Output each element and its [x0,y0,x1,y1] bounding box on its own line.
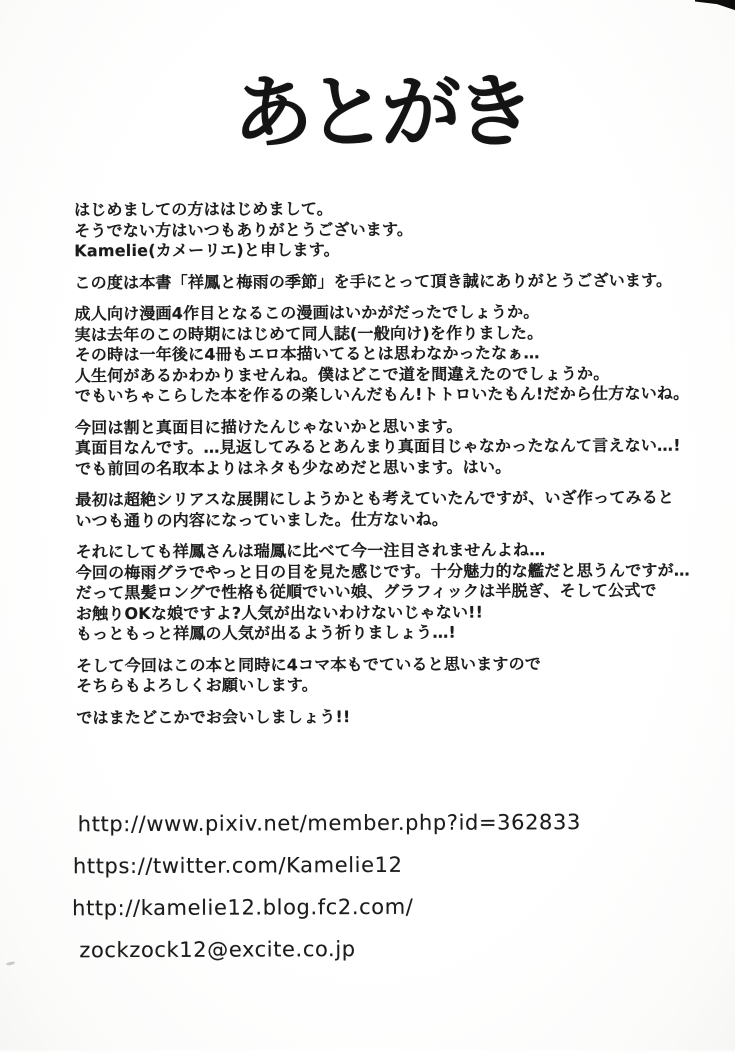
text-line: そうでない方はいつもありがとうございます。 [74,219,414,240]
text-line: でも前回の名取本よりはネタも少なめだと思います。はい。 [75,456,512,478]
text-line: それにしても祥鳳さんは瑞鳳に比べて今一注目されませんよね… [75,540,546,562]
text-line: そちらもよろしくお願いします。 [76,675,318,696]
page-title: あとがき [232,65,530,160]
text-line: この度は本書「祥鳳と梅雨の季節」を手にとって頂き誠にありがとうございます。 [74,270,673,292]
paragraph [75,487,715,531]
text-line: はじめましての方ははじめまして。 [74,199,334,220]
text-line: 今回は割と真面目に描けたんじゃないかと思います。 [74,416,463,437]
text-line: Kamelie(カメーリエ)と申します。 [74,240,340,261]
text-line: 人生何があるかわかりませんね。僕はどこで道を間違えたのでしょうか。 [74,363,610,385]
afterword-body [74,197,716,739]
contact-link: http://www.pixiv.net/member.php?id=362833 [77,810,581,837]
text-line: いつも通りの内容になっていました。仕方ないね。 [75,509,449,530]
paragraph [75,415,715,479]
text-line: その時は一年後に4冊もエロ本描いてるとは思わなかったなぁ… [74,343,540,365]
text-line: でもいちゃこらした本を作るの楽しいんだもん!トトロいたもん!だから仕方ないね。 [74,383,690,406]
paragraph [76,705,716,728]
contact-link: http://kamelie12.blog.fc2.com/ [72,894,414,921]
text-line: 今回の梅雨グラでやっと日の目を見た感じです。十分魅力的な艦だと思うんですが… [75,560,691,582]
contact-links [72,801,582,971]
paragraph [74,301,714,406]
text-line: ではまたどこかでお会いしましょう!! [76,706,351,727]
contact-link: https://twitter.com/Kamelie12 [72,852,403,879]
text-line: もっともっと祥鳳の人気が出るよう祈りましょう…! [75,622,457,644]
paragraph [76,539,716,644]
text-line: 実は去年のこの時期にはじめて同人誌(一般向け)を作りました。 [74,322,544,344]
text-line: 成人向け漫画4作目となるこの漫画はいかがだったでしょうか。 [74,302,540,324]
text-line: そして今回はこの本と同時に4コマ本もでていると思いますので [76,653,542,675]
paragraph [74,197,714,261]
contact-link: zockzock12@excite.co.jp [79,937,356,963]
text-line: だって黒髪ロングで性格も従順でいい娘、グラフィックは半脱ぎ、そして公式で [75,580,657,603]
text-line: 真面目なんです。…見返してみるとあんまり真面目じゃなかったなんて言えない…! [75,435,681,458]
paragraph [76,653,716,697]
paragraph [74,270,714,293]
text-line: 最初は超絶シリアスな展開にしようかとも考えていたんですが、いざ作ってみると [75,487,675,510]
text-line: お触りOKな娘ですよ?人気が出ないわけないじゃない!! [75,601,484,623]
